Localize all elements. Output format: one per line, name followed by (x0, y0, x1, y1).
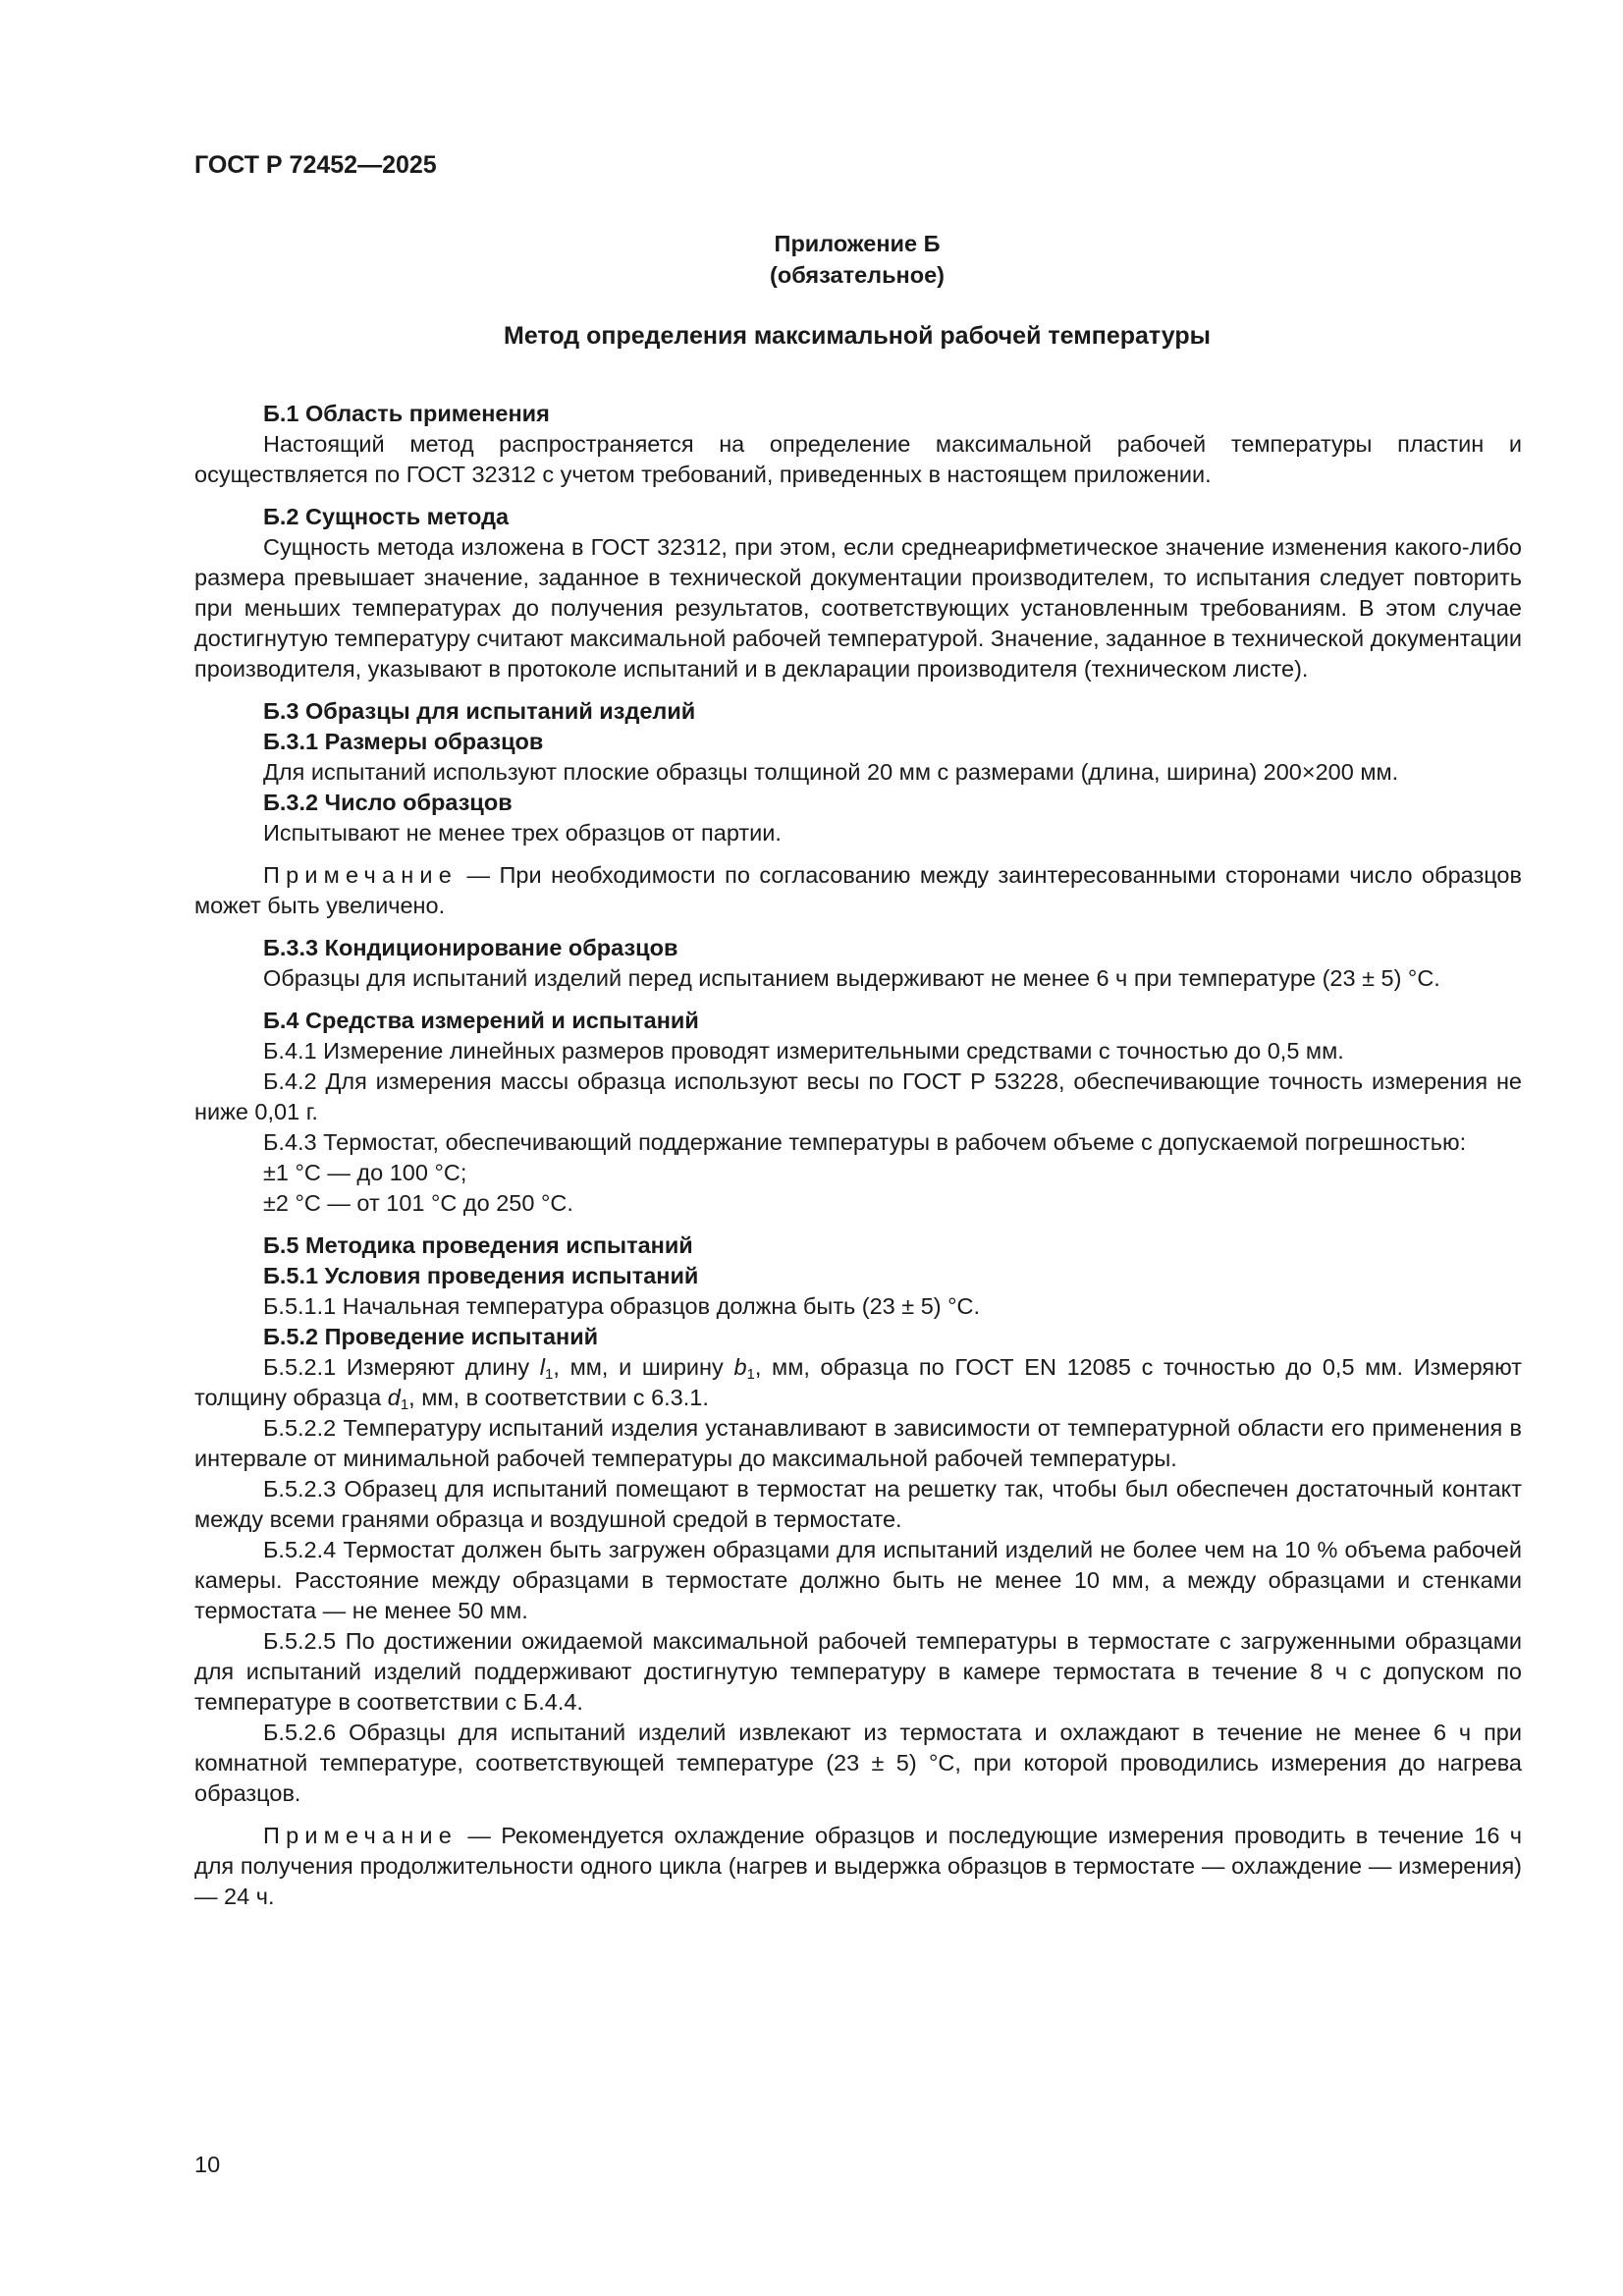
paragraph: Б.5.2.4 Термостат должен быть загружен образцами для испытаний изделий не более чем на 10 % объема рабочей камеры. Расстояние между образцами в термостате должно быть не менее 10 мм, а между образцами и стенками термостата — не менее 50 мм. (194, 1537, 1522, 1623)
document-body (194, 399, 1522, 1912)
paragraph: Испытывают не менее трех образцов от партии. (263, 820, 782, 846)
paragraph: Настоящий метод распространяется на определение максимальной рабочей температуры пластин и осуществляется по ГОСТ 32312 с учетом требований, приведенных в настоящем приложении. (194, 431, 1522, 487)
variable-d: d (387, 1385, 401, 1410)
subsection-heading: Б.5.1 Условия проведения испытаний (263, 1263, 699, 1288)
paragraph: Б.5.2.3 Образец для испытаний помещают в термостат на решетку так, чтобы был обеспечен достаточный контакт между всеми гранями образца и воздушной средой в термостате. (194, 1476, 1522, 1532)
paragraph: Б.5.1.1 Начальная температура образцов должна быть (23 ± 5) °С. (263, 1293, 981, 1319)
section-heading: Б.5 Методика проведения испытаний (263, 1232, 693, 1258)
appendix-heading (194, 228, 1520, 291)
note (194, 1821, 1522, 1912)
paragraph: Б.5.2.6 Образцы для испытаний изделий извлекают из термостата и охлаждают в течение не менее 6 ч при комнатной температуре, соответствующей температуре (23 ± 5) °С, при которой проводились измерения до нагрева образцов. (194, 1720, 1522, 1806)
section-heading: Б.4 Средства измерений и испытаний (263, 1008, 699, 1033)
paragraph: Образцы для испытаний изделий перед испытанием выдерживают не менее 6 ч при температуре (23 ± 5) °С. (263, 965, 1440, 991)
page-number: 10 (194, 2152, 221, 2177)
note-text: — При необходимости по согласованию между заинтересованными сторонами число образцов может быть увеличено. (194, 862, 1522, 918)
appendix-label: Приложение Б (774, 231, 941, 256)
list-item: ±2 °С — от 101 °С до 250 °С. (263, 1190, 573, 1216)
document-code: ГОСТ Р 72452—2025 (194, 151, 437, 179)
paragraph: Б.4.3 Термостат, обеспечивающий поддержание температуры в рабочем объеме с допускаемой погрешностью: (263, 1129, 1467, 1155)
section-heading: Б.3 Образцы для испытаний изделий (263, 698, 696, 724)
subsection-heading: Б.3.1 Размеры образцов (263, 729, 544, 754)
paragraph: Б.5.2.5 По достижении ожидаемой максимальной рабочей температуры в термостате с загруженными образцами для испытаний изделий поддерживают достигнутую температуру в камере термостата в течение 8 ч с допуском по температуре в соответствии с Б.4.4. (194, 1628, 1522, 1715)
paragraph: Б.4.1 Измерение линейных размеров проводят измерительными средствами с точностью до 0,5 мм. (263, 1038, 1344, 1064)
section-heading: Б.2 Сущность метода (263, 504, 510, 529)
subsection-heading: Б.3.2 Число образцов (263, 790, 513, 815)
paragraph: Б.4.2 Для измерения массы образца используют весы по ГОСТ Р 53228, обеспечивающие точность измерения не ниже 0,01 г. (194, 1068, 1522, 1124)
subsection-heading: Б.5.2 Проведение испытаний (263, 1324, 599, 1349)
note-label: Примечание (263, 1823, 459, 1848)
paragraph: Сущность метода изложена в ГОСТ 32312, при этом, если среднеарифметическое значение изменения какого-либо размера превышает значение, заданное в технической документации производителем, то испытания следует повторить при меньших температурах до получения результатов, соответствующих установленным требованиям. В этом случае достигнутую температуру считают максимальной рабочей температурой. Значение, заданное в технической документации производителя, указывают в протоколе испытаний и в декларации производителя (техническом листе). (194, 534, 1522, 682)
paragraph: Б.5.2.2 Температуру испытаний изделия устанавливают в зависимости от температурной области его применения в интервале от минимальной рабочей температуры до максимальной рабочей температуры. (194, 1415, 1522, 1471)
subsection-heading: Б.3.3 Кондиционирование образцов (263, 935, 678, 960)
list-item: ±1 °С — до 100 °С; (263, 1160, 467, 1185)
section-heading: Б.1 Область применения (263, 401, 550, 426)
note (194, 860, 1522, 921)
variable-l: l (539, 1354, 546, 1380)
variable-b: b (733, 1354, 747, 1380)
note-label: Примечание (263, 862, 459, 888)
appendix-title: Метод определения максимальной рабочей температуры (504, 322, 1211, 350)
paragraph: Для испытаний используют плоские образцы толщиной 20 мм с размерами (длина, ширина) 200×200 мм. (263, 759, 1399, 785)
note-text: — Рекомендуется охлаждение образцов и последующие измерения проводить в течение 16 ч для получения продолжительности одного цикла (нагрев и выдержка образцов в термостате — охлаждение — измерения) — 24 ч. (194, 1823, 1522, 1909)
paragraph: Б.5.2.1 Измеряют длину $l_1$, мм, и ширину $b_1$, мм, образца по ГОСТ EN 12085 с точностью до 0,5 мм. Измеряют толщину образца $d_1$, мм, в соответствии с 6.3.1. (194, 1354, 1522, 1413)
appendix-status: (обязательное) (770, 262, 945, 288)
